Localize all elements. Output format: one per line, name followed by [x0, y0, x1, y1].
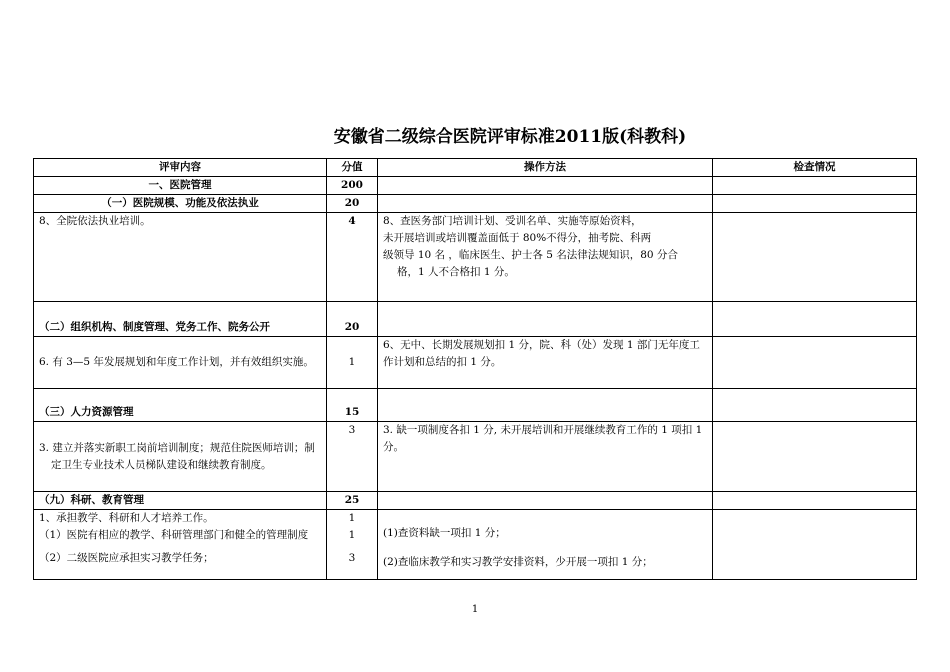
content-line: 1、承担教学、科研和人才培养工作。 [39, 512, 214, 524]
page-number: 1 [471, 604, 479, 615]
row-check [713, 492, 917, 510]
table-header-row [34, 159, 917, 177]
row-content [34, 510, 327, 580]
row-method [378, 492, 713, 510]
method-line: (2)查临床教学和实习教学安排资料，少开展一项扣 1 分； [383, 556, 653, 568]
method-line: 格，1 人不合格扣 1 分。 [397, 266, 515, 278]
method-line: (1)查资料缺一项扣 1 分； [383, 527, 506, 539]
row-method [378, 195, 713, 213]
method-line: 未开展培训或培训覆盖面低于 80%不得分，抽考院、科两 [383, 232, 652, 244]
method-line: 级领导 10 名 ，临床医生、护士各 5 名法律法规知识，80 分合 [383, 249, 678, 261]
row-content: （九）科研、教育管理 [34, 492, 327, 510]
header-check: 检查情况 [713, 159, 917, 177]
table-row [34, 389, 917, 422]
table-row [34, 510, 917, 580]
row-content: 6. 有 3—5 年发展规划和年度工作计划，并有效组织实施。 [34, 337, 327, 389]
row-content: （二）组织机构、制度管理、党务工作、院务公开 [34, 302, 327, 337]
row-check [713, 213, 917, 302]
row-method [378, 510, 713, 580]
table-row [34, 492, 917, 510]
row-check [713, 389, 917, 422]
row-method [378, 389, 713, 422]
row-method: 6、无中、长期发展规划扣 1 分，院、科（处）发现 1 部门无年度工作计划和总结的扣 1 分。 [378, 337, 713, 389]
header-content: 评审内容 [34, 159, 327, 177]
row-method [378, 177, 713, 195]
row-score: 20 [327, 195, 378, 213]
table-row [34, 213, 917, 302]
table-row [34, 337, 917, 389]
table-row [34, 195, 917, 213]
header-score: 分值 [327, 159, 378, 177]
row-check [713, 177, 917, 195]
score-line: 1 [348, 512, 356, 524]
row-method: 3. 缺一项制度各扣 1 分, 未开展培训和开展继续教育工作的 1 项扣 1 分。 [378, 422, 713, 492]
row-check [713, 337, 917, 389]
header-method: 操作方法 [378, 159, 713, 177]
table-row [34, 422, 917, 492]
row-content: 一、医院管理 [34, 177, 327, 195]
row-method [378, 302, 713, 337]
row-method [378, 213, 713, 302]
table-row [34, 177, 917, 195]
row-content: 8、全院依法执业培训。 [34, 213, 327, 302]
row-content: （三）人力资源管理 [34, 389, 327, 422]
row-content: （一）医院规模、功能及依法执业 [34, 195, 327, 213]
row-check [713, 195, 917, 213]
content-line: （1）医院有相应的教学、科研管理部门和健全的管理制度 [39, 529, 309, 541]
score-line: 3 [348, 552, 356, 564]
row-score: 1 [327, 337, 378, 389]
row-score: 4 [327, 213, 378, 302]
row-score: 3 [327, 422, 378, 492]
row-check [713, 422, 917, 492]
row-check [713, 302, 917, 337]
row-score [327, 510, 378, 580]
row-content [34, 422, 327, 492]
row-score: 15 [327, 389, 378, 422]
page-title: 安徽省二级综合医院评审标准2011版(科教科) [333, 127, 687, 147]
method-line: 8、查医务部门培训计划、受训名单、实施等原始资料， [383, 215, 642, 227]
standards-table [33, 158, 917, 580]
score-line: 1 [348, 529, 356, 541]
content-text: 3. 建立并落实新职工岗前培训制度；规范住院医师培训；制定卫生专业技术人员梯队建设和继续教育制度。 [39, 441, 315, 471]
table-row [34, 302, 917, 337]
row-score: 25 [327, 492, 378, 510]
row-score: 20 [327, 302, 378, 337]
content-line: （2）二级医院应承担实习教学任务； [39, 552, 214, 564]
row-score: 200 [327, 177, 378, 195]
row-check [713, 510, 917, 580]
